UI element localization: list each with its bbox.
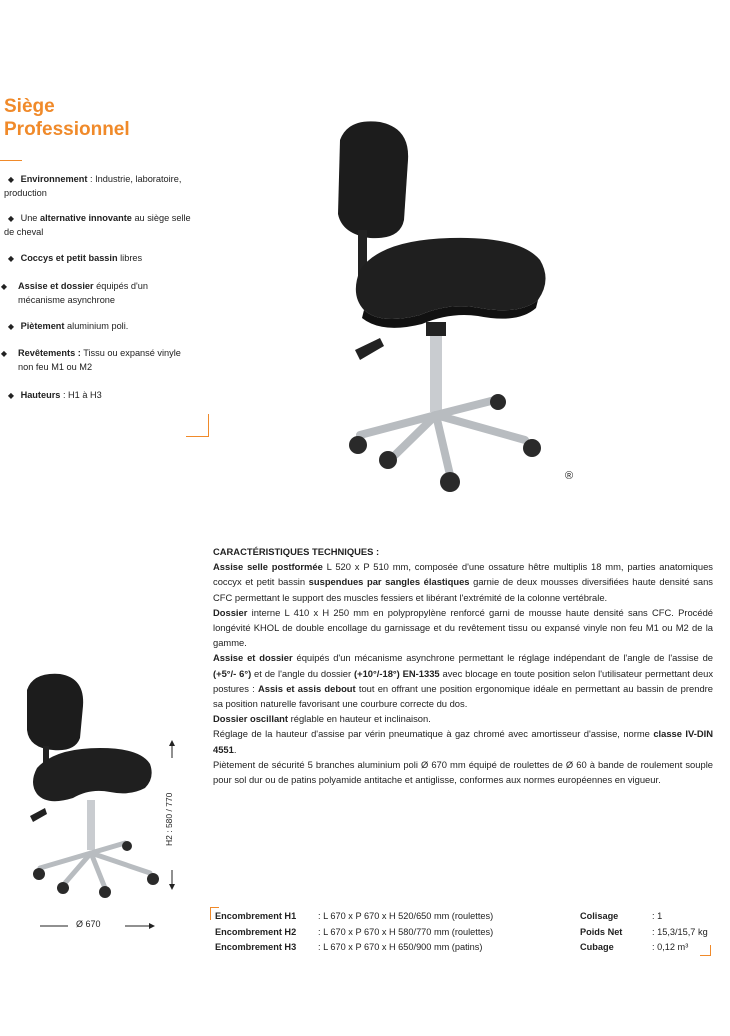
chair-image-large xyxy=(300,110,570,500)
tech-text: tout en offrant une position ergonomique idéale en permettant au bassin de prendre sa position naturelle favorisant une courbure correcte du dos. xyxy=(213,682,713,710)
feature-text: Une xyxy=(20,213,40,223)
corner-bracket xyxy=(700,945,711,956)
tech-bold: Assis et assis debout xyxy=(257,682,356,694)
row-label: Encombrement H2 xyxy=(215,926,297,937)
diamond-bullet-icon: ◆ xyxy=(0,282,8,291)
feature-text: équipés d'un mécanisme asynchrone xyxy=(18,281,148,305)
feature-item xyxy=(4,320,194,334)
diamond-bullet-icon: ◆ xyxy=(7,254,15,263)
height-dimension-label: H2 : 580 / 770 xyxy=(164,792,174,846)
tech-text: avec blocage en toute position selon l'utilisateur permettant deux postures : xyxy=(213,667,714,694)
row-label: Cubage xyxy=(580,942,614,952)
packaging-table xyxy=(580,909,708,956)
tech-text: . xyxy=(233,743,237,755)
diamond-bullet-icon: ◆ xyxy=(7,175,15,184)
table-row xyxy=(580,925,708,941)
technical-description xyxy=(213,544,713,787)
tech-text: interne L 410 x H 250 mm en polypropylène renforcé garni de mousse haute densité sans CFC. Procédé longévité KHOL de double encollage du garnissage et du revêtement tissu ou expansé vinyle non feu M1 ou M2 de la gamme. xyxy=(213,606,713,649)
row-label: Encombrement H3 xyxy=(215,942,297,952)
diamond-bullet-icon: ◆ xyxy=(7,214,15,223)
title-line-1: Siège xyxy=(4,96,55,117)
feature-text: : Industrie, laboratoire, production xyxy=(4,174,182,198)
feature-text: Tissu ou expansé vinyle non feu M1 ou M2 xyxy=(18,348,181,372)
tech-text: équipés d'un mécanisme asynchrone permettant le réglage indépendant de l'angle de l'assise de xyxy=(292,652,714,664)
feature-text: libres xyxy=(117,253,143,263)
table-row xyxy=(580,940,708,956)
feature-text: aluminium poli. xyxy=(64,321,129,331)
row-value: : L 670 x P 670 x H 520/650 mm (roulettes) xyxy=(318,911,494,921)
tech-bold: Dossier oscillant xyxy=(213,713,289,725)
tech-paragraph xyxy=(213,726,713,756)
row-label: Encombrement H1 xyxy=(215,911,297,921)
title-line-2: Professionnel xyxy=(4,119,130,140)
tech-text: réglable en hauteur et inclinaison. xyxy=(288,713,431,725)
tech-bold: Assise selle postformée xyxy=(213,561,323,573)
tech-bold: suspendues par sangles élastiques xyxy=(308,576,470,588)
tech-heading: CARACTÉRISTIQUES TECHNIQUES : xyxy=(213,546,380,557)
table-row xyxy=(215,925,493,941)
feature-text: : H1 à H3 xyxy=(60,390,102,400)
table-row xyxy=(580,909,708,925)
tech-text: et de l'angle du dossier xyxy=(251,667,354,679)
feature-bold: Coccys et petit bassin xyxy=(20,253,118,263)
row-value: : L 670 x P 670 x H 580/770 mm (roulettes) xyxy=(318,926,494,937)
feature-item xyxy=(0,347,198,373)
encombrement-table xyxy=(215,909,493,956)
feature-text: au siège selle de cheval xyxy=(4,213,191,237)
feature-bold: alternative innovante xyxy=(39,213,132,223)
row-label: Colisage xyxy=(580,911,619,921)
feature-item xyxy=(4,389,194,403)
diamond-bullet-icon: ◆ xyxy=(7,391,15,400)
diamond-bullet-icon: ◆ xyxy=(0,349,8,358)
diamond-bullet-icon: ◆ xyxy=(7,322,15,331)
table-row xyxy=(215,909,493,925)
feature-bold: Piètement xyxy=(20,321,65,331)
row-value: : 1 xyxy=(652,911,663,921)
feature-bold: Hauteurs xyxy=(20,390,61,400)
tech-text: Réglage de la hauteur d'assise par vérin pneumatique à gaz chromé avec amortisseur d'assise, norme xyxy=(213,728,654,740)
feature-item xyxy=(4,173,194,199)
corner-bracket xyxy=(0,160,22,171)
tech-text: garnie de deux mousses diversifiées haute densité sans CFC permettant le support des muscles fessiers et libérant l'extrémité de la colonne vertébrale. xyxy=(213,576,713,603)
tech-bold: Dossier xyxy=(213,606,248,618)
feature-item xyxy=(4,252,194,266)
feature-bold: Revêtements : xyxy=(18,348,81,358)
feature-bold: Environnement xyxy=(20,174,88,184)
chair-image-small xyxy=(15,668,160,898)
tech-paragraph xyxy=(213,757,713,787)
table-row xyxy=(215,940,493,956)
tech-paragraph xyxy=(213,605,713,651)
row-value: : 15,3/15,7 kg xyxy=(652,926,708,937)
tech-paragraph xyxy=(213,559,713,605)
feature-item xyxy=(4,212,194,238)
tech-bold: (+5°/- 6°) xyxy=(213,667,252,679)
tech-text: L 520 x P 510 mm, composée d'une ossature hêtre multiplis 18 mm, parties anatomiques coccyx et petit bassin xyxy=(213,561,713,588)
product-title xyxy=(4,95,130,141)
tech-bold: classe IV-DIN 4551 xyxy=(213,728,713,755)
tech-paragraph xyxy=(213,650,713,711)
tech-paragraph xyxy=(213,711,713,726)
feature-item xyxy=(0,280,193,306)
registered-mark: ® xyxy=(565,470,574,482)
tech-bold: Assise et dossier xyxy=(213,652,293,664)
row-value: : 0,12 m³ xyxy=(652,942,689,952)
row-value: : L 670 x P 670 x H 650/900 mm (patins) xyxy=(318,942,483,952)
tech-text: Piètement de sécurité 5 branches aluminium poli Ø 670 mm équipé de roulettes de Ø 60 à bande de roulement souple pour sol dur ou de patins polyamide antitache et antiglisse, conformes aux normes européennes en vigueur. xyxy=(213,758,713,786)
corner-bracket xyxy=(186,414,209,437)
tech-bold: (+10°/-18°) EN-1335 xyxy=(353,667,440,679)
row-label: Poids Net xyxy=(580,926,623,937)
diameter-dimension-label: Ø 670 xyxy=(76,919,101,929)
feature-bold: Assise et dossier xyxy=(18,281,94,291)
